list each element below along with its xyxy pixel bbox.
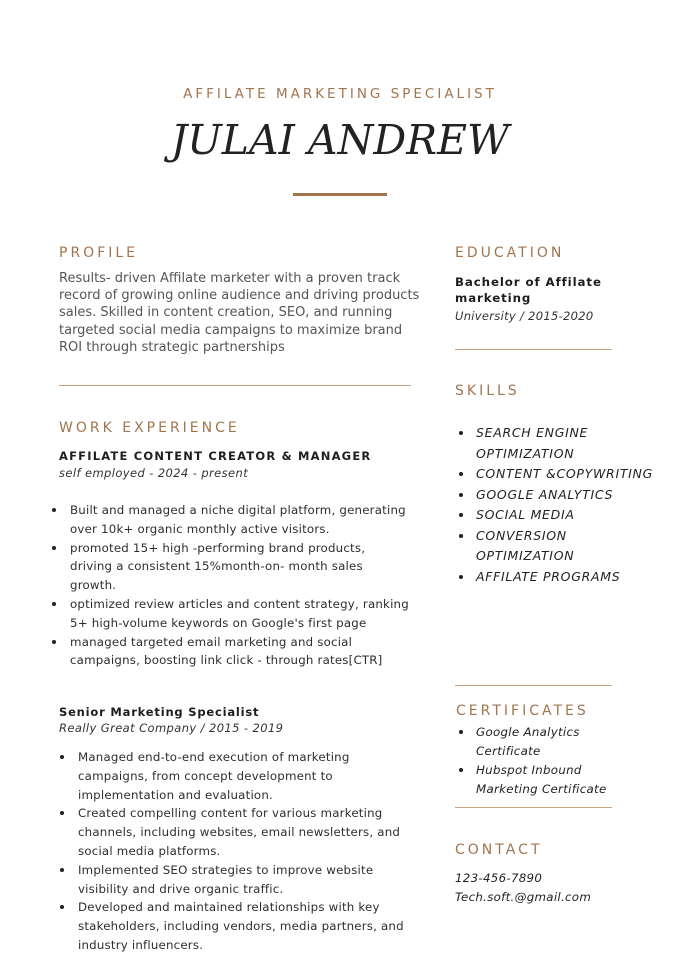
- list-item: GOOGLE ANALYTICS: [455, 485, 655, 506]
- name-divider: [293, 193, 387, 196]
- list-item: Managed end-to-end execution of marketing campaigns, from concept development to implementation and evaluation.: [59, 748, 421, 804]
- profile-heading: PROFILE: [59, 245, 139, 261]
- job-1-bullets: [51, 501, 411, 670]
- list-item: Developed and maintained relationships with key stakeholders, including vendors, media partners, and industry influencers.: [59, 898, 421, 954]
- list-item: AFFILATE PROGRAMS: [455, 567, 655, 588]
- profile-text: Results- driven Affilate marketer with a proven track record of growing online audience and driving products sales. Skilled in content creation, SEO, and running targeted social media campaigns to maximize brand ROI through strategic partnerships: [59, 271, 420, 355]
- certificates-heading: CERTIFICATES: [456, 703, 589, 719]
- education-meta: University / 2015-2020: [455, 309, 594, 323]
- job-meta: Really Great Company / 2015 - 2019: [59, 721, 284, 735]
- list-item: optimized review articles and content strategy, ranking 5+ high-volume keywords on Google's first page: [51, 595, 411, 633]
- profile-divider: [59, 385, 411, 386]
- job-meta: self employed - 2024 - present: [59, 466, 249, 480]
- email-address: Tech.soft.@gmail.com: [455, 890, 592, 904]
- education-entry: [455, 274, 625, 323]
- skills-heading: SKILLS: [455, 383, 520, 399]
- job-title: AFFILATE CONTENT CREATOR & MANAGER: [59, 449, 372, 463]
- list-item: promoted 15+ high -performing brand products, driving a consistent 15%month-on- month sales growth.: [51, 539, 411, 595]
- education-divider: [455, 349, 612, 350]
- job-subtitle: AFFILATE MARKETING SPECIALIST: [183, 86, 497, 102]
- candidate-name: JULAI ANDREW: [170, 116, 510, 164]
- job-2-bullets: [59, 748, 421, 955]
- skills-divider: [455, 685, 612, 686]
- certificates-divider: [455, 807, 612, 808]
- list-item: CONVERSION OPTIMIZATION: [455, 526, 586, 567]
- certificates-list: [455, 723, 615, 799]
- list-item: SEARCH ENGINE OPTIMIZATION: [455, 423, 596, 464]
- degree: Bachelor of Affilate marketing: [455, 275, 602, 305]
- education-heading: EDUCATION: [455, 245, 565, 261]
- list-item: managed targeted email marketing and social campaigns, boosting link click - through rates[CTR]: [51, 633, 411, 671]
- list-item: Hubspot Inbound Marketing Certificate: [455, 761, 611, 799]
- list-item: CONTENT &COPYWRITING: [455, 464, 655, 485]
- list-item: Google Analytics Certificate: [455, 723, 586, 761]
- phone-number: 123-456-7890: [455, 871, 543, 885]
- list-item: Created compelling content for various marketing channels, including websites, email newsletters, and social media platforms.: [59, 804, 421, 860]
- list-item: Built and managed a niche digital platform, generating over 10k+ organic monthly active visitors.: [51, 501, 411, 539]
- job-title: Senior Marketing Specialist: [59, 705, 260, 719]
- work-experience-heading: WORK EXPERIENCE: [59, 420, 240, 436]
- contact-heading: CONTACT: [455, 842, 543, 858]
- job-entry-2: [59, 705, 419, 735]
- skills-list: [455, 423, 655, 587]
- job-entry-1: [59, 449, 419, 480]
- list-item: Implemented SEO strategies to improve website visibility and drive organic traffic.: [59, 861, 421, 899]
- list-item: SOCIAL MEDIA: [455, 505, 655, 526]
- contact-details: [455, 869, 635, 907]
